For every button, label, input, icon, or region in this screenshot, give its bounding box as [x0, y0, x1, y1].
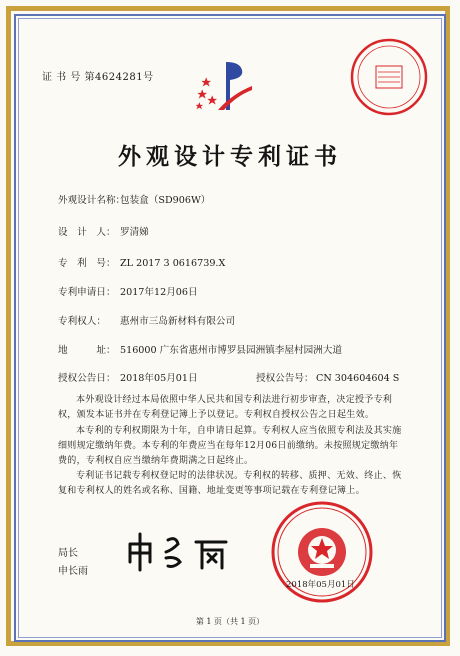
examination-stamp-icon [348, 36, 430, 118]
field-value: 惠州市三岛新材料有限公司 [120, 316, 236, 327]
field-label: 专 利 号： [58, 258, 116, 269]
field-value: 2017年12月06日 [120, 287, 198, 298]
field-value: 罗清娣 [120, 227, 149, 238]
field-designer [58, 224, 149, 238]
field-filing-date [58, 284, 198, 298]
field-label: 地 址： [58, 345, 116, 356]
field-label: 设 计 人： [58, 227, 116, 238]
field-patentee [58, 313, 235, 327]
director-name: 申长雨 [58, 566, 88, 577]
field-address [58, 342, 342, 356]
field-label: 授权公告日： [58, 373, 116, 384]
director-signature-icon [122, 528, 242, 576]
field-label: 专利申请日： [58, 287, 116, 298]
field-value: 2018年05月01日 [120, 373, 198, 384]
field-value: CN 304604604 S [316, 373, 400, 384]
paragraph-1: 本外观设计经过本局依照中华人民共和国专利法进行初步审查，决定授予专利权，颁发本证书并在专利登记簿上予以登记。专利权自授权公告之日起生效。 [58, 395, 393, 420]
field-label: 专利权人： [58, 316, 106, 327]
cnipa-emblem-icon [196, 56, 256, 116]
field-value: 包装盒（SD906W） [120, 195, 211, 206]
field-value: 516000 广东省惠州市博罗县园洲镇李屋村园洲大道 [120, 345, 342, 356]
field-design-name [58, 192, 210, 206]
certificate-number: 证 书 号 第4624281号 [42, 72, 154, 83]
certificate-title: 外观设计专利证书 [118, 143, 342, 170]
paragraph-2: 本专利的专利权期限为十年，自申请日起算。专利权人应当依照专利法及其实施细则规定缴纳年费。本专利的年费应当在每年12月06日前缴纳。未按照规定缴纳年费的，专利权自应当缴纳年费期满之日起终止。 [58, 426, 402, 466]
field-grant-no [256, 370, 399, 384]
field-label: 授权公告号： [256, 373, 314, 384]
field-value: ZL 2017 3 0616739.X [120, 258, 226, 269]
seal-date: 2018年05月01日 [286, 580, 355, 590]
page-number: 第 1 页（共 1 页） [195, 617, 265, 626]
field-grant-date [58, 370, 198, 384]
field-label: 外观设计名称： [58, 195, 126, 206]
field-patent-no [58, 255, 225, 269]
director-title: 局长 [58, 548, 78, 559]
paragraph-3: 专利证书记载专利权登记时的法律状况。专利权的转移、质押、无效、终止、恢复和专利权人的姓名或名称、国籍、地址变更等事项记载在专利登记簿上。 [58, 471, 402, 496]
